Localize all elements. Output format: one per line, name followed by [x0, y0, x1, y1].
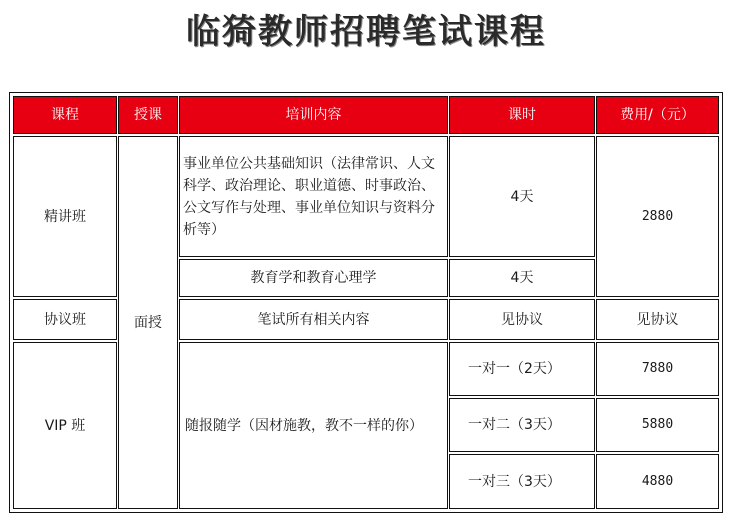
hours-vip1: 一对一（2天） [449, 342, 595, 396]
header-teach: 授课 [118, 96, 178, 134]
fee-xieyi: 见协议 [596, 299, 719, 340]
content-row4: 随报随学（因材施教，教不一样的你） [179, 342, 448, 509]
header-course: 课程 [13, 96, 117, 134]
fee-vip1: 7880 [596, 342, 719, 396]
content-row2: 教育学和教育心理学 [179, 259, 448, 297]
teach-mode: 面授 [118, 136, 178, 509]
header-fee: 费用/（元） [596, 96, 719, 134]
fee-jingjiang: 2880 [596, 136, 719, 297]
course-xieyi: 协议班 [13, 299, 117, 340]
header-content: 培训内容 [179, 96, 448, 134]
hours-row3: 见协议 [449, 299, 595, 340]
hours-row1: 4天 [449, 136, 595, 257]
course-jingjiang: 精讲班 [13, 136, 117, 297]
content-row1: 事业单位公共基础知识（法律常识、人文科学、政治理论、职业道德、时事政治、公文写作与处理、事业单位知识与资料分析等） [179, 136, 448, 257]
hours-vip3: 一对三（3天） [449, 454, 595, 509]
content-row3: 笔试所有相关内容 [179, 299, 448, 340]
hours-row2: 4天 [449, 259, 595, 297]
header-hours: 课时 [449, 96, 595, 134]
fee-vip2: 5880 [596, 398, 719, 452]
fee-vip3: 4880 [596, 454, 719, 509]
hours-vip2: 一对二（3天） [449, 398, 595, 452]
page-title: 临猗教师招聘笔试课程 [186, 12, 546, 52]
course-vip: VIP 班 [13, 342, 117, 509]
